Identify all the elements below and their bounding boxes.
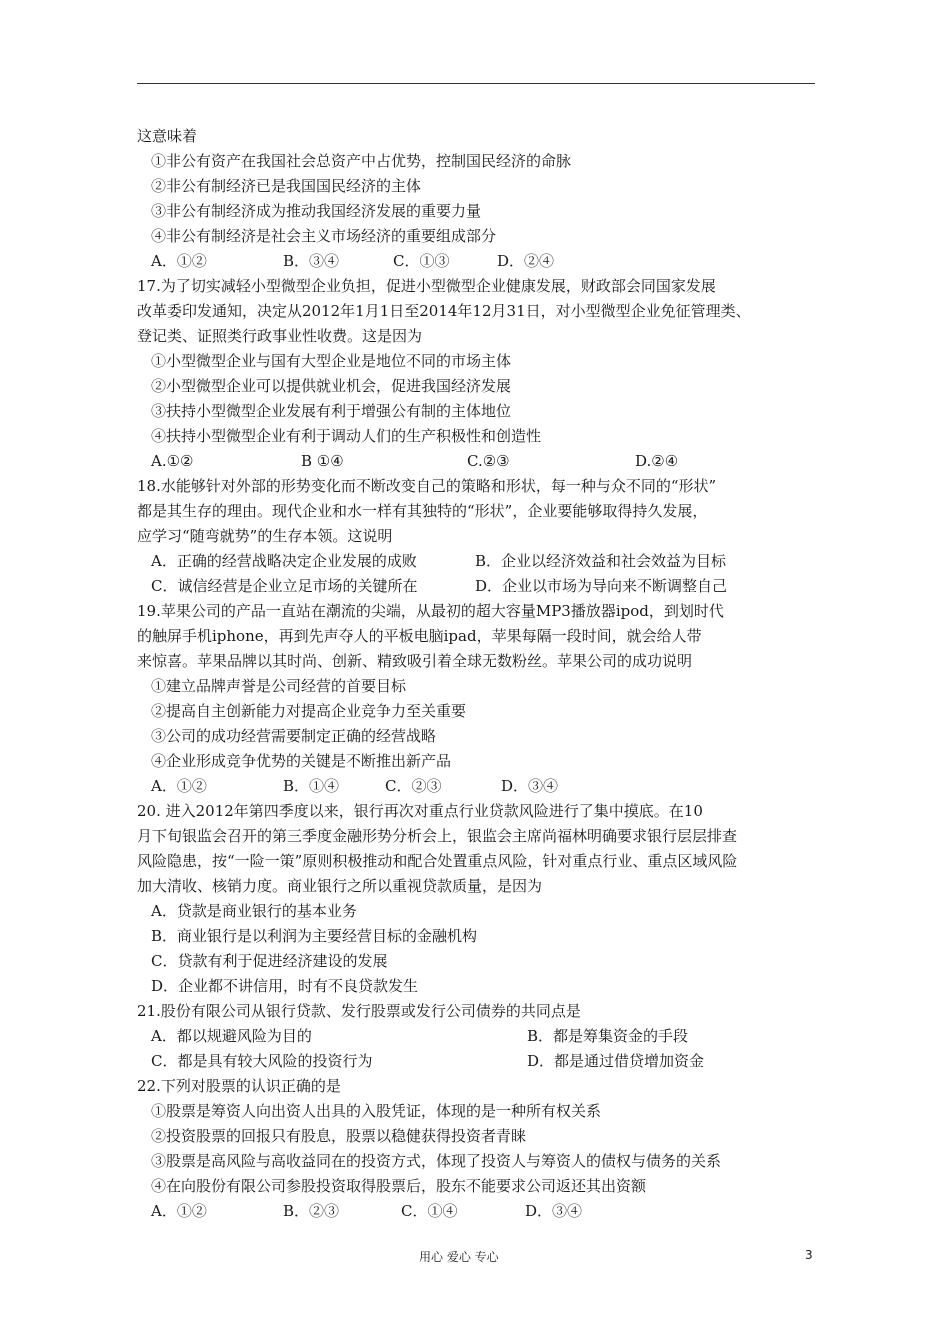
q18-option-c: C．诚信经营是企业立足市场的关键所在 — [151, 577, 418, 595]
q16-item-2: ②非公有制经济已是我国国民经济的主体 — [151, 177, 422, 195]
q22-option-c: C．①④ — [401, 1202, 458, 1220]
q19-option-c: C．②③ — [385, 777, 442, 795]
q17-stem-1: 17.为了切实减轻小型微型企业负担，促进小型微型企业健康发展，财政部会同国家发展 — [137, 277, 716, 295]
q21-option-b: B．都是筹集资金的手段 — [527, 1027, 689, 1045]
q16-option-b: B．③④ — [283, 252, 340, 270]
q19-item-2: ②提高自主创新能力对提高企业竞争力至关重要 — [151, 702, 467, 720]
q16-item-1: ①非公有资产在我国社会总资产中占优势，控制国民经济的命脉 — [151, 152, 572, 170]
q22-options — [137, 1199, 827, 1224]
q22-item-1: ①股票是筹资人向出资人出具的入股凭证，体现的是一种所有权关系 — [151, 1102, 602, 1120]
q20-stem-4: 加大清收、核销力度。商业银行之所以重视贷款质量，是因为 — [137, 877, 543, 895]
q19-option-a: A．①② — [151, 777, 207, 795]
page-footer — [0, 1248, 950, 1268]
q20-option-c: C．贷款有利于促进经济建设的发展 — [151, 952, 388, 970]
q17-options — [137, 449, 827, 474]
q18-stem-3: 应学习“随弯就势”的生存本领。这说明 — [137, 527, 393, 545]
q18-option-d: D．企业以市场为导向来不断调整自己 — [475, 577, 728, 595]
q22-item-4: ④在向股份有限公司参股投资取得股票后，股东不能要求公司返还其出资额 — [151, 1177, 647, 1195]
q21-option-a: A．都以规避风险为目的 — [151, 1027, 312, 1045]
q19-stem-1: 19.苹果公司的产品一直站在潮流的尖端，从最初的超大容量MP3播放器ipod，到划时代 — [137, 602, 724, 620]
page-number: 3 — [805, 1248, 813, 1262]
q17-item-4: ④扶持小型微型企业有利于调动人们的生产积极性和创造性 — [151, 427, 542, 445]
q22-option-d: D．③④ — [525, 1202, 583, 1220]
q19-item-4: ④企业形成竞争优势的关键是不断推出新产品 — [151, 752, 452, 770]
q20-stem-1: 20. 进入2012年第四季度以来，银行再次对重点行业贷款风险进行了集中摸底。在10 — [137, 802, 703, 820]
header-rule — [137, 83, 815, 84]
q22-item-3: ③股票是高风险与高收益同在的投资方式，体现了投资人与筹资人的债权与债务的关系 — [151, 1152, 722, 1170]
q18-options-row-2 — [137, 574, 827, 599]
q19-item-1: ①建立品牌声誉是公司经营的首要目标 — [151, 677, 407, 695]
q16-option-a: A．①② — [151, 252, 207, 270]
q19-options — [137, 774, 827, 799]
page-content — [137, 124, 827, 1224]
q21-stem: 21.股份有限公司从银行贷款、发行股票或发行公司债券的共同点是 — [137, 1002, 581, 1020]
lead-text: 这意味着 — [137, 127, 198, 145]
q17-option-b: B ①④ — [301, 452, 344, 470]
q17-item-2: ②小型微型企业可以提供就业机会，促进我国经济发展 — [151, 377, 512, 395]
q22-stem: 22.下列对股票的认识正确的是 — [137, 1077, 341, 1095]
q21-options-row-1 — [137, 1024, 827, 1049]
q16-item-3: ③非公有制经济成为推动我国经济发展的重要力量 — [151, 202, 482, 220]
q16-options — [137, 249, 827, 274]
q20-option-a: A．贷款是商业银行的基本业务 — [151, 902, 357, 920]
q19-item-3: ③公司的成功经营需要制定正确的经营战略 — [151, 727, 437, 745]
q19-stem-3: 来惊喜。苹果品牌以其时尚、创新、精致吸引着全球无数粉丝。苹果公司的成功说明 — [137, 652, 693, 670]
q18-stem-2: 都是其生存的理由。现代企业和水一样有其独特的“形状”，企业要能够取得持久发展， — [137, 502, 708, 520]
q20-option-d: D．企业都不讲信用，时有不良贷款发生 — [151, 977, 419, 995]
q19-stem-2: 的触屏手机iphone，再到先声夺人的平板电脑ipad，苹果每隔一段时间，就会给人带 — [137, 627, 702, 645]
q19-option-d: D．③④ — [501, 777, 559, 795]
q18-options-row-1 — [137, 549, 827, 574]
q20-stem-2: 月下旬银监会召开的第三季度金融形势分析会上，银监会主席尚福林明确要求银行层层排查 — [137, 827, 738, 845]
q17-option-c: C.②③ — [467, 452, 510, 470]
q16-item-4: ④非公有制经济是社会主义市场经济的重要组成部分 — [151, 227, 497, 245]
q20-option-b: B．商业银行是以利润为主要经营目标的金融机构 — [151, 927, 478, 945]
footer-motto: 用心 爱心 专心 — [419, 1250, 499, 1264]
q21-option-d: D．都是通过借贷增加资金 — [527, 1052, 705, 1070]
q20-stem-3: 风险隐患，按“一险一策”原则积极推动和配合处置重点风险，针对重点行业、重点区域风险 — [137, 852, 738, 870]
q22-option-a: A．①② — [151, 1202, 207, 1220]
q16-option-c: C．①③ — [393, 252, 450, 270]
q17-item-3: ③扶持小型微型企业发展有利于增强公有制的主体地位 — [151, 402, 512, 420]
q17-stem-2: 改革委印发通知，决定从2012年1月1日至2014年12月31日，对小型微型企业免征管理类、 — [137, 302, 751, 320]
q18-option-a: A．正确的经营战略决定企业发展的成败 — [151, 552, 417, 570]
q18-stem-1: 18.水能够针对外部的形势变化而不断改变自己的策略和形状，每一种与众不同的“形状” — [137, 477, 717, 495]
q17-option-a: A.①② — [151, 452, 194, 470]
q18-option-b: B．企业以经济效益和社会效益为目标 — [475, 552, 727, 570]
q17-option-d: D.②④ — [635, 452, 679, 470]
q22-item-2: ②投资股票的回报只有股息，股票以稳健获得投资者青睐 — [151, 1127, 527, 1145]
q21-options-row-2 — [137, 1049, 827, 1074]
q17-stem-3: 登记类、证照类行政事业性收费。这是因为 — [137, 327, 423, 345]
q21-option-c: C．都是具有较大风险的投资行为 — [151, 1052, 373, 1070]
q19-option-b: B．①④ — [283, 777, 340, 795]
q22-option-b: B．②③ — [283, 1202, 340, 1220]
q16-option-d: D．②④ — [497, 252, 555, 270]
q17-item-1: ①小型微型企业与国有大型企业是地位不同的市场主体 — [151, 352, 512, 370]
